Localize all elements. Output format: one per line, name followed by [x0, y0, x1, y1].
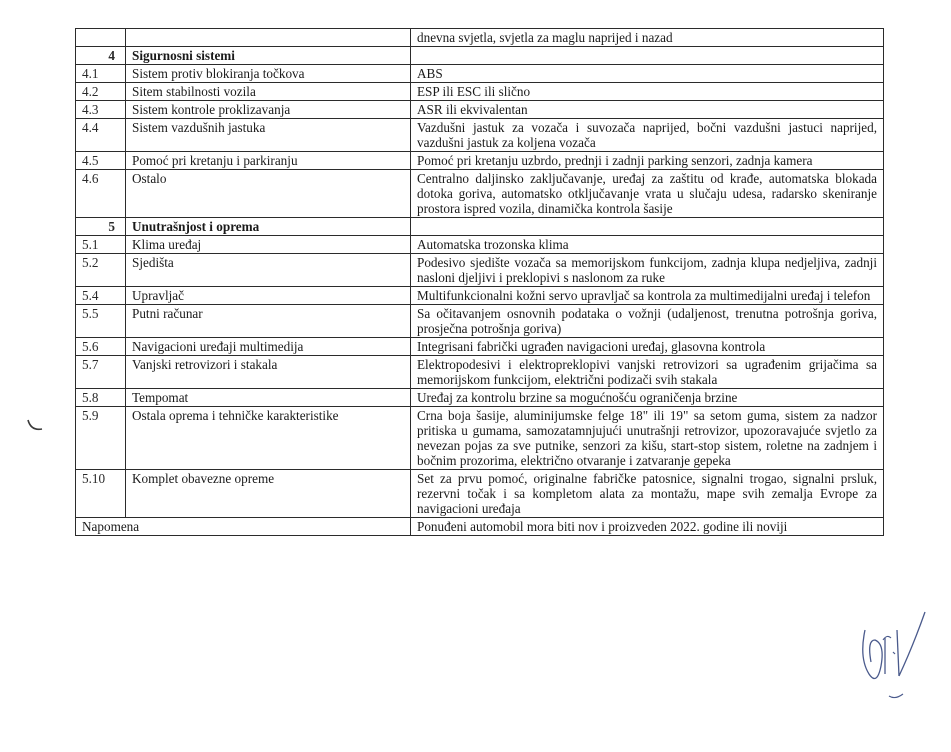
item-name: Sjedišta	[126, 254, 411, 287]
row-number: 4	[76, 47, 126, 65]
item-description: ABS	[411, 65, 884, 83]
item-description: Pomoć pri kretanju uzbrdo, prednji i zadnji parking senzori, zadnja kamera	[411, 152, 884, 170]
note-row	[76, 518, 884, 536]
item-name: Sistem protiv blokiranja točkova	[126, 65, 411, 83]
table-row	[76, 356, 884, 389]
item-name: Ostalo	[126, 170, 411, 218]
row-number: 5	[76, 218, 126, 236]
item-name: Sistem vazdušnih jastuka	[126, 119, 411, 152]
item-name: Putni računar	[126, 305, 411, 338]
table-row	[76, 338, 884, 356]
row-number: 5.7	[76, 356, 126, 389]
item-description: dnevna svjetla, svjetla za maglu naprijed i nazad	[411, 29, 884, 47]
item-description	[411, 218, 884, 236]
table-row	[76, 389, 884, 407]
row-number	[76, 29, 126, 47]
table-row	[76, 152, 884, 170]
item-description: Sa očitavanjem osnovnih podataka o vožnji (udaljenost, trenutna potrošnja goriva, prosječna potrošnja goriva)	[411, 305, 884, 338]
table-row	[76, 170, 884, 218]
item-name: Ostala oprema i tehničke karakteristike	[126, 407, 411, 470]
item-name: Navigacioni uređaji multimedija	[126, 338, 411, 356]
table-row	[76, 119, 884, 152]
item-name: Klima uređaj	[126, 236, 411, 254]
item-name: Sistem kontrole proklizavanja	[126, 101, 411, 119]
row-number: 4.2	[76, 83, 126, 101]
row-number: 4.4	[76, 119, 126, 152]
item-name: Komplet obavezne opreme	[126, 470, 411, 518]
section-title: Sigurnosni sistemi	[126, 47, 411, 65]
row-number: 5.8	[76, 389, 126, 407]
item-description: Integrisani fabrički ugrađen navigacioni uređaj, glasovna kontrola	[411, 338, 884, 356]
row-number: 5.2	[76, 254, 126, 287]
item-name: Pomoć pri kretanju i parkiranju	[126, 152, 411, 170]
row-number: 4.5	[76, 152, 126, 170]
item-description: Multifunkcionalni kožni servo upravljač sa kontrola za multimedijalni uređaj i telefon	[411, 287, 884, 305]
item-name: Tempomat	[126, 389, 411, 407]
section-header-row	[76, 47, 884, 65]
item-description: Set za prvu pomoć, originalne fabričke patosnice, signalni trogao, signalni prsluk, rezervni točak i sa kompletom alata za montažu, mape svih zemalja Evrope za navigacioni uređaja	[411, 470, 884, 518]
specification-table	[75, 28, 884, 536]
table-row	[76, 470, 884, 518]
section-header-row	[76, 218, 884, 236]
row-number: 4.1	[76, 65, 126, 83]
row-number: 5.4	[76, 287, 126, 305]
section-title: Unutrašnjost i oprema	[126, 218, 411, 236]
item-description: Uređaj za kontrolu brzine sa mogućnošću ograničenja brzine	[411, 389, 884, 407]
table-row	[76, 83, 884, 101]
item-name: Sitem stabilnosti vozila	[126, 83, 411, 101]
item-description: Vazdušni jastuk za vozača i suvozača naprijed, bočni vazdušni jastuci naprijed, vazdušni jastuk za koljena vozača	[411, 119, 884, 152]
table-row	[76, 65, 884, 83]
punch-hole-mark	[26, 416, 44, 434]
row-number: 5.1	[76, 236, 126, 254]
item-description: Automatska trozonska klima	[411, 236, 884, 254]
table-row	[76, 305, 884, 338]
table-row	[76, 254, 884, 287]
row-number: 5.6	[76, 338, 126, 356]
item-description: Podesivo sjedište vozača sa memorijskom funkcijom, zadnja klupa nedjeljiva, zadnji nasloni djeljivi i preklopivi s naslonom za ruke	[411, 254, 884, 287]
row-number: 5.5	[76, 305, 126, 338]
item-description: ASR ili ekvivalentan	[411, 101, 884, 119]
row-number: 4.6	[76, 170, 126, 218]
item-description: Crna boja šasije, aluminijumske felge 18" ili 19" sa setom guma, sistem za nadzor pritiska u gumama, samozatamnjujući unutrašnji retrovizor, upozoravajuće svjetlo za nevezan pojas za sve putnike, senzori za kišu, start-stop sistem, roletne na zadnjem i bočnim prozorima, električno otvaranje i zatvaranje gepeka	[411, 407, 884, 470]
note-label: Napomena	[76, 518, 411, 536]
table-row	[76, 287, 884, 305]
item-description: Centralno daljinsko zaključavanje, uređaj za zaštitu od krađe, automatska blokada dotoka goriva, automatsko otključavanje vrata u slučaju udesa, radarsko skeniranje prostora ispred vozila, dinamička kontrola šasije	[411, 170, 884, 218]
item-description	[411, 47, 884, 65]
row-number: 5.10	[76, 470, 126, 518]
table-row	[76, 29, 884, 47]
item-description: Elektropodesivi i elektropreklopivi vanjski retrovizori sa ugrađenim grijačima sa memorijskom funkcijom, električni podizači svih stakala	[411, 356, 884, 389]
item-description: ESP ili ESC ili slično	[411, 83, 884, 101]
item-name	[126, 29, 411, 47]
item-name: Upravljač	[126, 287, 411, 305]
table-row	[76, 236, 884, 254]
item-description: Ponuđeni automobil mora biti nov i proizveden 2022. godine ili noviji	[411, 518, 884, 536]
row-number: 5.9	[76, 407, 126, 470]
specification-table-body	[76, 29, 884, 536]
item-name: Vanjski retrovizori i stakala	[126, 356, 411, 389]
row-number: 4.3	[76, 101, 126, 119]
table-row	[76, 407, 884, 470]
handwritten-signature	[855, 600, 935, 710]
table-row	[76, 101, 884, 119]
